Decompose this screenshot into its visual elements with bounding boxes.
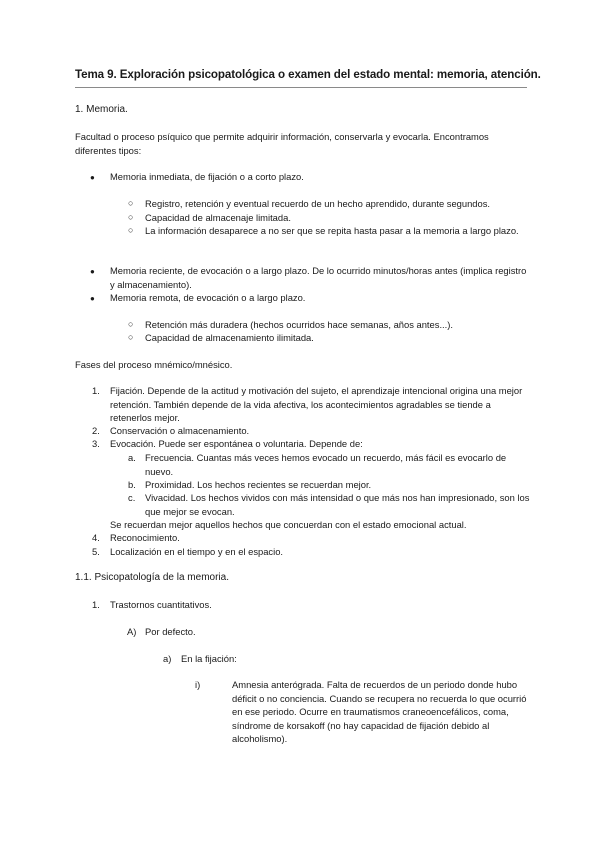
circle-bullet-icon: ○ bbox=[128, 332, 134, 342]
sub-item-retencion: Retención más duradera (hechos ocurridos hace semanas, años antes...). bbox=[145, 319, 453, 330]
phase-fijacion: Fijación. Depende de la actitud y motivación del sujeto, el aprendizaje intencional origina una mejor retención. También depende de la vida afectiva, los acontecimientos agradables se tiende a retenerlos mejor. bbox=[110, 385, 523, 424]
phase-conservacion: Conservación o almacenamiento. bbox=[110, 425, 250, 436]
outline-en-la-fijacion: En la fijación: bbox=[181, 653, 237, 664]
page-title: Tema 9. Exploración psicopatológica o examen del estado mental: memoria, atención. bbox=[75, 68, 541, 81]
outline-amnesia-anterograda: Amnesia anterógrada. Falta de recuerdos de un periodo donde hubo déficit o no conciencia. Cuando se recupera no recuerda lo que ocurrió en ese periodo. Ocurre en traumatismos craneoencefálicos, coma, síndrome de korsakoff (no hay capacidad de fijación debido al alcoholismo). bbox=[232, 679, 527, 745]
circle-bullet-icon: ○ bbox=[128, 319, 134, 329]
circle-bullet-icon: ○ bbox=[128, 212, 134, 222]
outline-por-defecto: Por defecto. bbox=[145, 626, 196, 637]
sub-item-capacidad: Capacidad de almacenaje limitada. bbox=[145, 212, 291, 223]
phase-evocacion: Evocación. Puede ser espontánea o voluntaria. Depende de: bbox=[110, 438, 363, 449]
phase-number: 2. bbox=[92, 425, 100, 436]
sub-item-desaparece: La información desaparece a no ser que se repita hasta pasar a la memoria a largo plazo. bbox=[145, 225, 519, 236]
evocacion-letter: c. bbox=[128, 492, 136, 503]
circle-bullet-icon: ○ bbox=[128, 225, 134, 235]
outline-letter: A) bbox=[127, 626, 137, 637]
bullet-icon: ● bbox=[90, 294, 95, 303]
evocacion-note: Se recuerdan mejor aquellos hechos que concuerdan con el estado emocional actual. bbox=[110, 519, 467, 530]
bullet-icon: ● bbox=[90, 267, 95, 276]
phase-number: 1. bbox=[92, 385, 100, 396]
sub-item-registro: Registro, retención y eventual recuerdo de un hecho aprendido, durante segundos. bbox=[145, 198, 491, 209]
outline-number: 1. bbox=[92, 599, 100, 610]
evocacion-frecuencia: Frecuencia. Cuantas más veces hemos evocado un recuerdo, más fácil es evocarlo de nuevo. bbox=[145, 452, 507, 477]
outline-roman: i) bbox=[195, 679, 201, 690]
outline-letter: a) bbox=[163, 653, 172, 664]
title-underline bbox=[75, 87, 527, 88]
list-item-memoria-remota: Memoria remota, de evocación o a largo plazo. bbox=[110, 292, 306, 303]
circle-bullet-icon: ○ bbox=[128, 198, 134, 208]
section-heading-memoria: 1. Memoria. bbox=[75, 104, 128, 115]
phases-heading: Fases del proceso mnémico/mnésico. bbox=[75, 359, 233, 370]
phase-number: 4. bbox=[92, 532, 100, 543]
list-item-memoria-reciente: Memoria reciente, de evocación o a largo plazo. De lo ocurrido minutos/horas antes (implica registro y almacenamiento). bbox=[110, 265, 527, 290]
list-item-memoria-inmediata: Memoria inmediata, de fijación o a corto plazo. bbox=[110, 171, 304, 182]
phase-number: 5. bbox=[92, 546, 100, 557]
phase-reconocimiento: Reconocimiento. bbox=[110, 532, 180, 543]
sub-item-almacenamiento: Capacidad de almacenamiento ilimitada. bbox=[145, 332, 314, 343]
phase-localizacion: Localización en el tiempo y en el espacio. bbox=[110, 546, 284, 557]
evocacion-vivacidad: Vivacidad. Los hechos vividos con más intensidad o que más nos han impresionado, son los que mejor se evocan. bbox=[145, 492, 530, 517]
evocacion-letter: b. bbox=[128, 479, 136, 490]
phase-number: 3. bbox=[92, 438, 100, 449]
evocacion-letter: a. bbox=[128, 452, 136, 463]
evocacion-proximidad: Proximidad. Los hechos recientes se recuerdan mejor. bbox=[145, 479, 372, 490]
intro-paragraph: Facultad o proceso psíquico que permite adquirir información, conservarla y evocarla. Encontramos diferentes tipos: bbox=[75, 131, 489, 156]
bullet-icon: ● bbox=[90, 173, 95, 182]
section-heading-psicopatologia: 1.1. Psicopatología de la memoria. bbox=[75, 572, 229, 583]
outline-trastornos: Trastornos cuantitativos. bbox=[110, 599, 212, 610]
